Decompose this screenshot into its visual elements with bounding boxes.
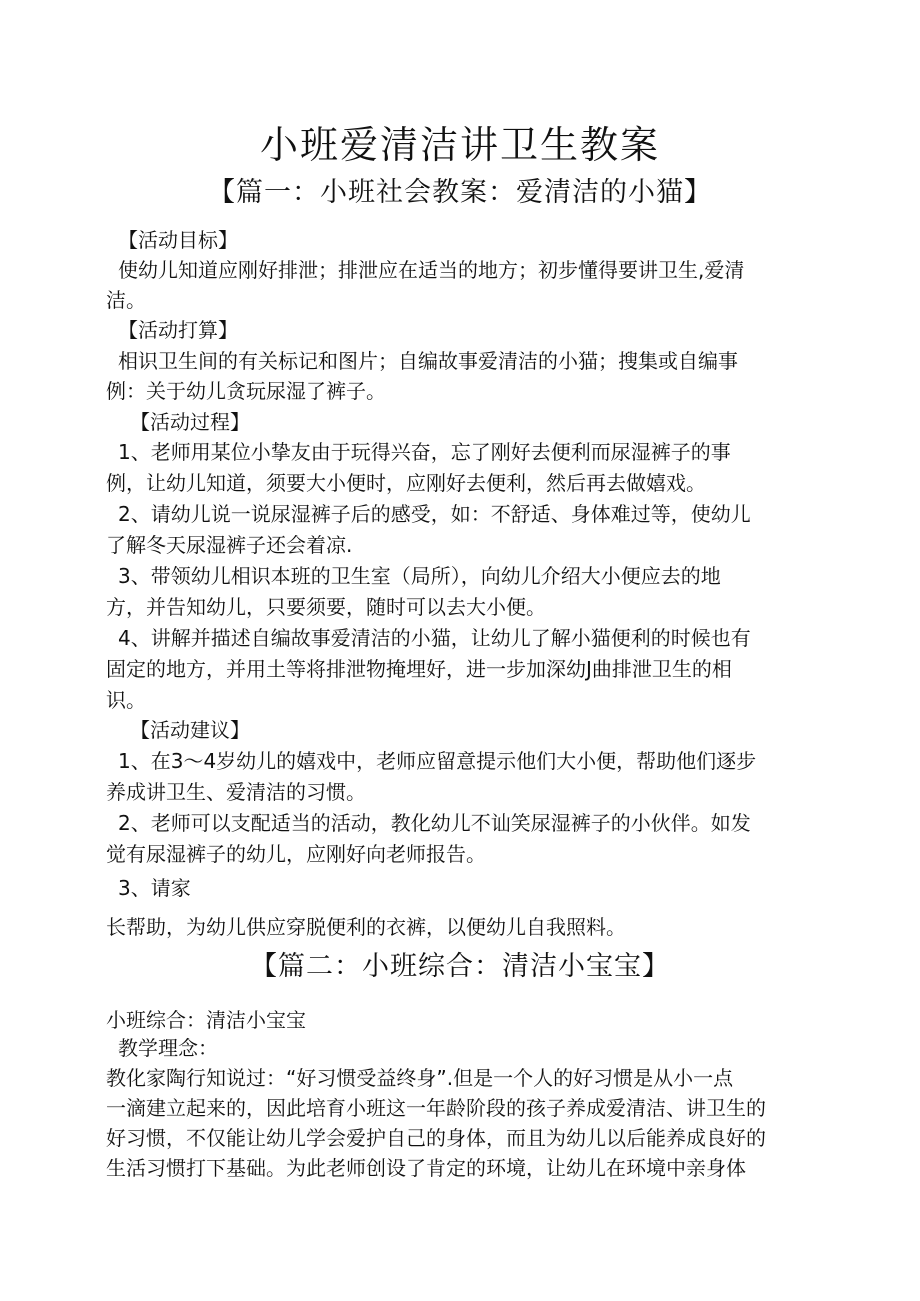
section2-subtitle: 小班综合：清洁小宝宝 — [106, 1008, 306, 1032]
prep-line: 相识卫生间的有关标记和图片；自编故事爱清洁的小猫；搜集或自编事 — [118, 349, 738, 373]
suggest-line: 3、请家 — [118, 876, 191, 900]
process-line: 固定的地方，并用土等将排泄物掩埋好，进一步加深幼J曲排泄卫生的相 — [106, 657, 732, 681]
process-line: 3、带领幼儿相识本班的卫生室（局所），向幼儿介绍大小便应去的地 — [118, 564, 721, 588]
goal-line: 洁。 — [106, 288, 146, 312]
section2-heading: 【篇二：小班综合：清洁小宝宝】 — [250, 951, 670, 982]
body-line: 一滴建立起来的，因此培育小班这一年龄阶段的孩子养成爱清洁、讲卫生的 — [106, 1096, 766, 1120]
body-line: 生活习惯打下基础。为此老师创设了肯定的环境，让幼儿在环境中亲身体 — [106, 1156, 746, 1180]
body-line: 好习惯，不仅能让幼儿学会爱护自己的身体，而且为幼儿以后能养成良好的 — [106, 1126, 766, 1150]
suggest-line: 觉有尿湿裤子的幼儿，应刚好向老师报告。 — [106, 842, 486, 866]
document-title: 小班爱清洁讲卫生教案 — [259, 123, 660, 167]
body-line: 教化家陶行知说过：“好习惯受益终身”.但是一个人的好习惯是从小一点 — [106, 1066, 734, 1090]
suggest-line: 2、老师可以支配适当的活动，教化幼儿不讪笑尿湿裤子的小伙伴。如发 — [118, 811, 751, 835]
process-line: 2、请幼儿说一说尿湿裤子后的感受，如：不舒适、身体难过等，使幼儿 — [118, 502, 751, 526]
suggest-line: 长帮助，为幼儿供应穿脱便利的衣裤，以便幼儿自我照料。 — [106, 915, 626, 939]
process-line: 了解冬天尿湿裤子还会着凉. — [106, 533, 353, 557]
suggest-line: 1、在3～4岁幼儿的嬉戏中，老师应留意提示他们大小便，帮助他们逐步 — [118, 749, 757, 773]
process-line: 4、讲解并描述自编故事爱清洁的小猫，让幼儿了解小猫便利的时候也有 — [118, 626, 751, 650]
suggest-line: 养成讲卫生、爱清洁的习惯。 — [106, 780, 366, 804]
process-line: 例，让幼儿知道，须要大小便时，应刚好去便利，然后再去做嬉戏。 — [106, 471, 706, 495]
concept-label: 教学理念： — [118, 1036, 218, 1060]
prep-heading: 【活动打算】 — [118, 318, 238, 342]
process-heading: 【活动过程】 — [130, 410, 250, 434]
process-line: 1、老师用某位小挚友由于玩得兴奋，忘了刚好去便利而尿湿裤子的事 — [118, 440, 731, 464]
process-line: 识。 — [106, 688, 146, 712]
section1-heading: 【篇一：小班社会教案：爱清洁的小猫】 — [208, 177, 712, 208]
goal-heading: 【活动目标】 — [118, 228, 238, 252]
process-line: 方，并告知幼儿，只要须要，随时可以去大小便。 — [106, 595, 546, 619]
prep-line: 例：关于幼儿贪玩尿湿了裤子。 — [106, 379, 386, 403]
goal-line: 使幼儿知道应刚好排泄；排泄应在适当的地方；初步懂得要讲卫生,爱清 — [118, 258, 745, 282]
suggest-heading: 【活动建议】 — [130, 718, 250, 742]
